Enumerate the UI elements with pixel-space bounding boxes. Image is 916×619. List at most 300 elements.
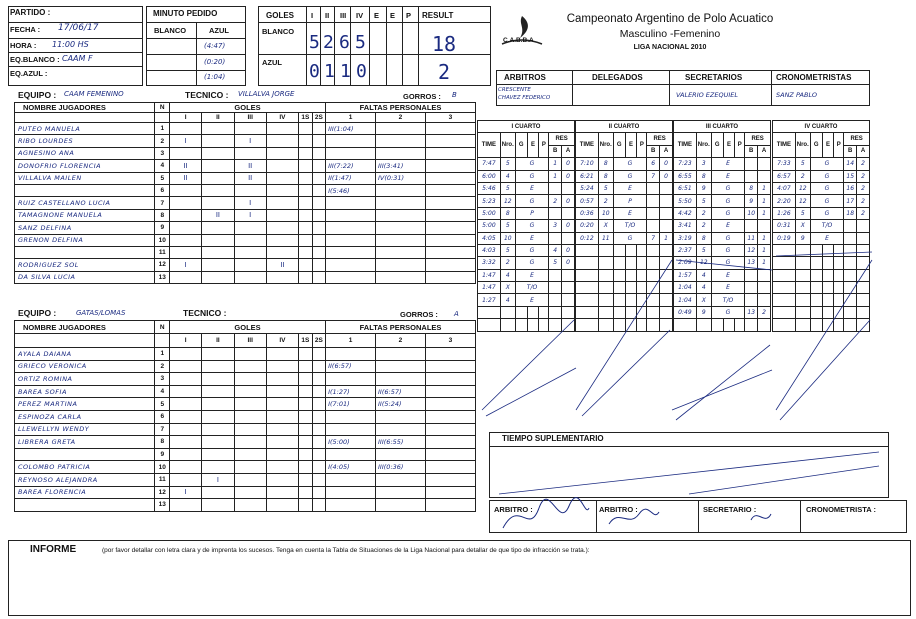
event-time: 5:50 xyxy=(674,195,697,207)
period-I: I xyxy=(311,11,314,20)
event-res-a: 1 xyxy=(758,207,771,219)
event-res-b: 6 xyxy=(647,158,660,170)
goals-2s xyxy=(312,499,326,512)
eq-blanco-value: CAAM F xyxy=(62,54,93,63)
goals-q3: II xyxy=(234,160,266,172)
event-res-b: 16 xyxy=(844,182,857,194)
player-name: LLEWELLYN WENDY xyxy=(15,423,155,436)
title-line-1: Campeonato Argentino de Polo Acuatico xyxy=(566,13,774,25)
foul-1 xyxy=(326,373,376,386)
col-res-b: B xyxy=(647,145,660,157)
player-row xyxy=(15,486,476,499)
player-row xyxy=(15,172,476,184)
goals-q1 xyxy=(170,209,202,221)
col-g: G xyxy=(515,133,527,158)
event-number: X xyxy=(696,294,711,306)
foul-1 xyxy=(326,448,376,461)
col-p: P xyxy=(834,133,844,158)
goals-q2 xyxy=(202,135,234,147)
goals-q1 xyxy=(170,246,202,258)
goals-q2 xyxy=(202,499,234,512)
event-res-a: 1 xyxy=(660,232,673,244)
goals-q1: I xyxy=(170,259,202,271)
event-res-b: 3 xyxy=(549,220,562,232)
blanco-goal-q3: 6 xyxy=(339,32,350,53)
minuto-blanco-label: BLANCO xyxy=(154,26,187,35)
period-E2: E xyxy=(390,11,396,20)
foul-2 xyxy=(376,448,426,461)
goles-azul-label: AZUL xyxy=(262,58,282,67)
event-time: 0:12 xyxy=(576,232,599,244)
foul-2 xyxy=(376,499,426,512)
arbitro2-label: ARBITRO : xyxy=(599,505,638,514)
event-res-a: 2 xyxy=(857,158,870,170)
goles-label: GOLES xyxy=(266,11,295,20)
goals-2s xyxy=(312,184,326,196)
goals-1s xyxy=(299,259,313,271)
event-time: 6:00 xyxy=(478,170,501,182)
foul-1: I(7:01) xyxy=(326,398,376,411)
goals-q4 xyxy=(266,423,298,436)
quarter-title: IV CUARTO xyxy=(773,121,870,133)
goals-q3 xyxy=(234,259,266,271)
goals-q3 xyxy=(234,123,266,135)
team2-gorros-label: GORROS : xyxy=(400,310,438,319)
player-name: GRENON DELFINA xyxy=(15,234,155,246)
event-number: 8 xyxy=(598,170,613,182)
player-name xyxy=(15,448,155,461)
secretario-label: SECRETARIO : xyxy=(703,505,757,514)
foul-2 xyxy=(376,123,426,135)
player-name: RUIZ CASTELLANO LUCIA xyxy=(15,197,155,209)
goals-1s xyxy=(299,398,313,411)
event-time: 5:46 xyxy=(478,182,501,194)
event-time: 6:21 xyxy=(576,170,599,182)
goals-2s xyxy=(312,123,326,135)
event-time: 6:57 xyxy=(773,170,796,182)
fecha-label: FECHA : xyxy=(10,25,41,34)
team2-col-1S: 1S xyxy=(299,334,313,348)
player-number: 2 xyxy=(155,135,170,147)
arbitros-label: ARBITROS xyxy=(504,73,546,82)
goals-q1 xyxy=(170,373,202,386)
goals-q4 xyxy=(266,197,298,209)
player-row xyxy=(15,473,476,486)
event-number: 12 xyxy=(696,257,711,269)
goals-q4 xyxy=(266,234,298,246)
azul-goal-q4: 0 xyxy=(356,61,367,82)
player-number: 3 xyxy=(155,373,170,386)
player-name: ESPINOZA CARLA xyxy=(15,410,155,423)
col-e: E xyxy=(723,133,735,158)
goals-1s xyxy=(299,197,313,209)
event-type: G xyxy=(711,207,745,219)
foul-1: II(1:47) xyxy=(326,172,376,184)
event-number: 5 xyxy=(696,244,711,256)
goals-1s xyxy=(299,473,313,486)
goals-q3 xyxy=(234,385,266,398)
goals-q3 xyxy=(234,410,266,423)
team2-n-header: N xyxy=(155,321,170,334)
event-number: 5 xyxy=(795,207,810,219)
event-number: X xyxy=(598,220,613,232)
event-number: 8 xyxy=(696,170,711,182)
player-number: 10 xyxy=(155,234,170,246)
event-type: G xyxy=(711,257,745,269)
foul-2: III(6:55) xyxy=(376,436,426,449)
team2-col-IV: IV xyxy=(266,334,298,348)
player-name xyxy=(15,246,155,258)
goals-q1 xyxy=(170,499,202,512)
goals-1s xyxy=(299,448,313,461)
event-number: 10 xyxy=(598,207,613,219)
player-row xyxy=(15,499,476,512)
col-res-b: B xyxy=(844,145,857,157)
player-row xyxy=(15,135,476,147)
event-type: T/O xyxy=(515,282,549,294)
event-res-a: 2 xyxy=(857,195,870,207)
player-row xyxy=(15,147,476,159)
arbitros-value-1: CRESCENTE xyxy=(498,87,531,93)
event-res-b: 14 xyxy=(844,158,857,170)
event-type: E xyxy=(711,282,745,294)
foul-1 xyxy=(326,499,376,512)
event-time: 7:33 xyxy=(773,158,796,170)
event-number: 4 xyxy=(696,269,711,281)
foul-2 xyxy=(376,222,426,234)
foul-3 xyxy=(425,172,475,184)
team2-col-2S: 2S xyxy=(312,334,326,348)
goals-1s xyxy=(299,160,313,172)
goals-q1: II xyxy=(170,172,202,184)
player-row xyxy=(15,246,476,258)
team2-col-II: II xyxy=(202,334,234,348)
goals-q4 xyxy=(266,172,298,184)
minuto-azul-1: (4:47) xyxy=(204,42,226,50)
player-name: VILLALVA MAILEN xyxy=(15,172,155,184)
event-number: 5 xyxy=(500,244,515,256)
event-type: G xyxy=(711,244,745,256)
event-time: 3:19 xyxy=(674,232,697,244)
team1-col-III: III xyxy=(234,113,266,123)
goals-q4 xyxy=(266,448,298,461)
team2-falta-col-2: 2 xyxy=(376,334,426,348)
foul-2 xyxy=(376,373,426,386)
goals-q1 xyxy=(170,234,202,246)
goals-q1 xyxy=(170,423,202,436)
event-res-a: 0 xyxy=(562,257,575,269)
goals-2s xyxy=(312,461,326,474)
event-time: 1:04 xyxy=(674,294,697,306)
goals-q1 xyxy=(170,147,202,159)
goals-q4 xyxy=(266,160,298,172)
event-type: G xyxy=(515,170,549,182)
foul-1 xyxy=(326,271,376,283)
team2-equipo-value: GATAS/LOMAS xyxy=(76,309,126,317)
foul-2 xyxy=(376,209,426,221)
goals-1s xyxy=(299,436,313,449)
foul-3 xyxy=(425,398,475,411)
event-res-b: 8 xyxy=(745,182,758,194)
goals-q2 xyxy=(202,271,234,283)
foul-3 xyxy=(425,135,475,147)
signature-marks xyxy=(489,488,789,538)
event-time: 3:41 xyxy=(674,220,697,232)
goals-q3 xyxy=(234,234,266,246)
team1-n-header: N xyxy=(155,103,170,113)
goals-2s xyxy=(312,209,326,221)
player-name: REYNOSO ALEJANDRA xyxy=(15,473,155,486)
event-number: 2 xyxy=(500,257,515,269)
event-time: 1:47 xyxy=(478,269,501,281)
event-type: G xyxy=(810,207,844,219)
goals-q2 xyxy=(202,348,234,361)
goals-q4 xyxy=(266,373,298,386)
foul-2 xyxy=(376,234,426,246)
event-res-b: 12 xyxy=(745,244,758,256)
col-e: E xyxy=(822,133,834,158)
team2-equipo-label: EQUIPO : xyxy=(18,308,57,318)
foul-3 xyxy=(425,473,475,486)
event-number: 9 xyxy=(696,306,711,318)
player-row xyxy=(15,259,476,271)
event-time: 5:00 xyxy=(478,220,501,232)
event-type: G xyxy=(810,182,844,194)
col-time: TIME xyxy=(674,133,697,158)
foul-3 xyxy=(425,147,475,159)
event-res-b: 15 xyxy=(844,170,857,182)
event-time: 0:36 xyxy=(576,207,599,219)
event-res-a: 0 xyxy=(562,195,575,207)
event-type: G xyxy=(515,158,549,170)
foul-1 xyxy=(326,234,376,246)
foul-1 xyxy=(326,246,376,258)
event-time: 0:57 xyxy=(576,195,599,207)
col-p: P xyxy=(735,133,745,158)
foul-2: II(5:24) xyxy=(376,398,426,411)
team1-col-I: I xyxy=(170,113,202,123)
player-name xyxy=(15,499,155,512)
goals-1s xyxy=(299,486,313,499)
player-number: 8 xyxy=(155,436,170,449)
foul-1: II(6:57) xyxy=(326,360,376,373)
event-time: 4:42 xyxy=(674,207,697,219)
goals-2s xyxy=(312,197,326,209)
goals-q2 xyxy=(202,184,234,196)
cronometristas-value: SANZ PABLO xyxy=(776,91,817,99)
foul-3 xyxy=(425,360,475,373)
event-time: 2:20 xyxy=(773,195,796,207)
event-type: G xyxy=(613,158,647,170)
event-type: E xyxy=(613,207,647,219)
goals-1s xyxy=(299,373,313,386)
goals-1s xyxy=(299,410,313,423)
foul-1: III(1:04) xyxy=(326,123,376,135)
goals-q3 xyxy=(234,246,266,258)
event-res-a: 2 xyxy=(758,306,771,318)
team2-table xyxy=(14,320,476,512)
goals-q4 xyxy=(266,360,298,373)
player-number: 7 xyxy=(155,197,170,209)
player-name: PEREZ MARTINA xyxy=(15,398,155,411)
goals-1s xyxy=(299,348,313,361)
player-number: 12 xyxy=(155,486,170,499)
fecha-value: 17/06/17 xyxy=(58,23,99,33)
goals-q2 xyxy=(202,398,234,411)
event-res-a: 1 xyxy=(758,195,771,207)
foul-2 xyxy=(376,348,426,361)
blanco-goal-q1: 5 xyxy=(309,32,320,53)
event-type: E xyxy=(613,182,647,194)
azul-result: 2 xyxy=(438,60,451,84)
player-name xyxy=(15,184,155,196)
event-time: 1:47 xyxy=(478,282,501,294)
goals-q3 xyxy=(234,499,266,512)
event-number: 11 xyxy=(598,232,613,244)
goals-q2 xyxy=(202,259,234,271)
goals-q2 xyxy=(202,448,234,461)
event-time: 7:47 xyxy=(478,158,501,170)
col-time: TIME xyxy=(576,133,599,158)
player-row xyxy=(15,373,476,386)
foul-3 xyxy=(425,184,475,196)
player-name: BAREA FLORENCIA xyxy=(15,486,155,499)
period-E1: E xyxy=(374,11,380,20)
goals-q1 xyxy=(170,222,202,234)
goals-q2 xyxy=(202,385,234,398)
event-type: E xyxy=(810,232,844,244)
event-res-b: 5 xyxy=(549,257,562,269)
event-time: 0:31 xyxy=(773,220,796,232)
player-name: BAREA SOFIA xyxy=(15,385,155,398)
col-nro: Nro. xyxy=(795,133,810,158)
event-type: G xyxy=(810,158,844,170)
goals-q3 xyxy=(234,461,266,474)
goals-q4 xyxy=(266,147,298,159)
quarter-strike-lines xyxy=(476,120,876,440)
event-res-a: 2 xyxy=(857,170,870,182)
goals-2s xyxy=(312,246,326,258)
goals-q4: II xyxy=(266,259,298,271)
goals-q3 xyxy=(234,373,266,386)
foul-3 xyxy=(425,246,475,258)
player-name: AYALA DAIANA xyxy=(15,348,155,361)
col-p: P xyxy=(539,133,549,158)
event-time: 0:19 xyxy=(773,232,796,244)
team1-col-1S: 1S xyxy=(299,113,313,123)
event-type: G xyxy=(711,306,745,318)
event-res-a: 0 xyxy=(562,170,575,182)
goals-q2 xyxy=(202,461,234,474)
team1-goles-header: GOLES xyxy=(170,103,326,113)
eq-blanco-label: EQ.BLANCO : xyxy=(10,55,60,64)
foul-2 xyxy=(376,360,426,373)
event-time: 6:51 xyxy=(674,182,697,194)
team2-col-III: III xyxy=(234,334,266,348)
goals-1s xyxy=(299,222,313,234)
minuto-azul-label: AZUL xyxy=(209,26,229,35)
event-res-a: 2 xyxy=(857,207,870,219)
arbitros-value-2: CHAVEZ FEDERICO xyxy=(498,95,551,101)
goals-2s xyxy=(312,486,326,499)
blanco-result: 18 xyxy=(432,32,457,56)
event-type: G xyxy=(613,232,647,244)
secretarios-value: VALERIO EZEQUIEL xyxy=(676,91,738,99)
foul-3 xyxy=(425,348,475,361)
foul-2 xyxy=(376,184,426,196)
player-name: SANZ DELFINA xyxy=(15,222,155,234)
event-type: T/O xyxy=(810,220,844,232)
goals-q2 xyxy=(202,360,234,373)
period-IV: IV xyxy=(356,11,364,20)
team1-nombre-header: NOMBRE JUGADORES xyxy=(15,103,155,113)
event-number: 4 xyxy=(500,294,515,306)
foul-2 xyxy=(376,246,426,258)
foul-1: III(7:22) xyxy=(326,160,376,172)
goals-2s xyxy=(312,348,326,361)
event-res-b: 17 xyxy=(844,195,857,207)
goals-q4 xyxy=(266,246,298,258)
goals-q3: I xyxy=(234,135,266,147)
foul-1 xyxy=(326,197,376,209)
event-type: G xyxy=(810,195,844,207)
goals-2s xyxy=(312,385,326,398)
goals-q1 xyxy=(170,461,202,474)
event-time: 2:37 xyxy=(674,244,697,256)
event-res-b: 7 xyxy=(647,232,660,244)
col-res-b: B xyxy=(549,145,562,157)
event-number: 4 xyxy=(500,269,515,281)
foul-2 xyxy=(376,259,426,271)
event-time: 4:05 xyxy=(478,232,501,244)
goals-1s xyxy=(299,123,313,135)
event-res-b: 13 xyxy=(745,257,758,269)
foul-2 xyxy=(376,271,426,283)
team1-falta-col-1: 1 xyxy=(326,113,376,123)
event-time: 5:24 xyxy=(576,182,599,194)
informe-label: INFORME xyxy=(30,544,77,555)
event-number: 9 xyxy=(795,232,810,244)
goals-q1 xyxy=(170,410,202,423)
goals-2s xyxy=(312,135,326,147)
player-name: COLOMBO PATRICIA xyxy=(15,461,155,474)
player-row xyxy=(15,436,476,449)
player-number: 1 xyxy=(155,123,170,135)
goals-2s xyxy=(312,473,326,486)
event-res-a: 0 xyxy=(660,158,673,170)
goals-q1 xyxy=(170,448,202,461)
player-name: RIBO LOURDES xyxy=(15,135,155,147)
player-row xyxy=(15,461,476,474)
foul-3 xyxy=(425,436,475,449)
foul-3 xyxy=(425,123,475,135)
event-number: 2 xyxy=(696,220,711,232)
goals-1s xyxy=(299,271,313,283)
goals-q3 xyxy=(234,486,266,499)
goals-q1 xyxy=(170,398,202,411)
player-row xyxy=(15,410,476,423)
col-res: RES xyxy=(549,133,575,145)
event-type: G xyxy=(515,244,549,256)
player-name: GRIECO VERONICA xyxy=(15,360,155,373)
foul-1 xyxy=(326,222,376,234)
goals-1s xyxy=(299,147,313,159)
goals-q3 xyxy=(234,271,266,283)
player-number: 3 xyxy=(155,147,170,159)
event-res-a: 0 xyxy=(562,158,575,170)
player-number: 13 xyxy=(155,499,170,512)
foul-2: IV(0:31) xyxy=(376,172,426,184)
